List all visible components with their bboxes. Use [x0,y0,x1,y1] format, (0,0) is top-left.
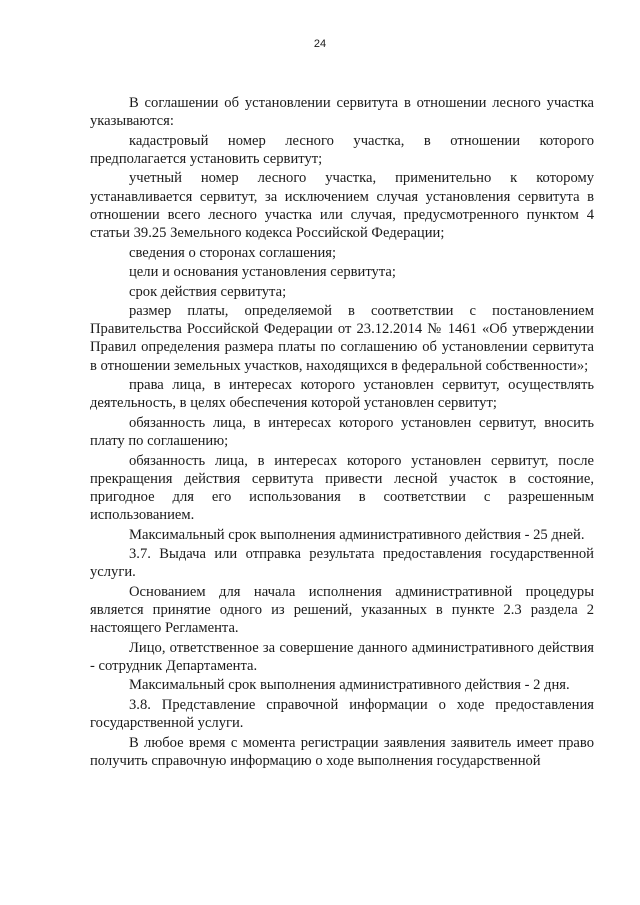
paragraph-restoration-obligation: обязанность лица, в интересах которого установлен сервитут, после прекращения действия сервитута привести лесной участок в состояние, пригодное для его использования в соответствии с разрешенным использованием. [90,452,594,524]
section-heading-3-7: 3.7. Выдача или отправка результата предоставления государственной услуги. [90,546,594,581]
paragraph-max-term-25-days: Максимальный срок выполнения административного действия - 25 дней. [129,526,585,543]
paragraph-cadastral-number: кадастровый номер лесного участка, в отношении которого предполагается установить сервитут; [90,132,594,167]
paragraph-procedure-basis: Основанием для начала исполнения административной процедуры является принятие одного из решений, указанных в пункте 2.3 раздела 2 настоящего Регламента. [90,583,594,637]
paragraph-responsible-person: Лицо, ответственное за совершение данного административного действия - сотрудник Департамента. [90,639,594,674]
paragraph-payment-obligation: обязанность лица, в интересах которого установлен сервитут, вносить плату по соглашению; [90,414,594,450]
paragraph-servitude-agreement-intro: В соглашении об установлении сервитута в отношении лесного участка указываются: [90,95,594,130]
paragraph-reference-info-right: В любое время с момента регистрации заявления заявитель имеет право получить справочную информацию о ходе выполнения государственной [90,734,594,769]
paragraph-term: срок действия сервитута; [129,283,287,300]
paragraph-purposes: цели и основания установления сервитута; [129,264,396,281]
paragraph-max-term-2-days: Максимальный срок выполнения административного действия - 2 дня. [129,677,570,694]
page-number: 24 [313,38,327,50]
paragraph-rights: права лица, в интересах которого установлен сервитут, осуществлять деятельность, в целях обеспечения которой установлен сервитут; [90,377,594,412]
section-heading-3-8: 3.8. Представление справочной информации о ходе предоставления государственной услуги. [90,696,594,732]
paragraph-payment-amount: размер платы, определяемой в соответствии с постановлением Правительства Российской Федерации от 23.12.2014 № 1461 «Об утверждении Правил определения размера платы по соглашению об установлении сервитута в отношении земельных участков, находящихся в федеральной собственности»; [90,303,594,374]
document-body [90,94,594,771]
paragraph-parties-info: сведения о сторонах соглашения; [129,244,337,261]
paragraph-registration-number: учетный номер лесного участка, применительно к которому устанавливается сервитут, за исключением случая установления сервитута в отношении всего лесного участка или случая, предусмотренного пунктом 4 статьи 39.25 Земельного кодекса Российской Федерации; [90,170,594,242]
